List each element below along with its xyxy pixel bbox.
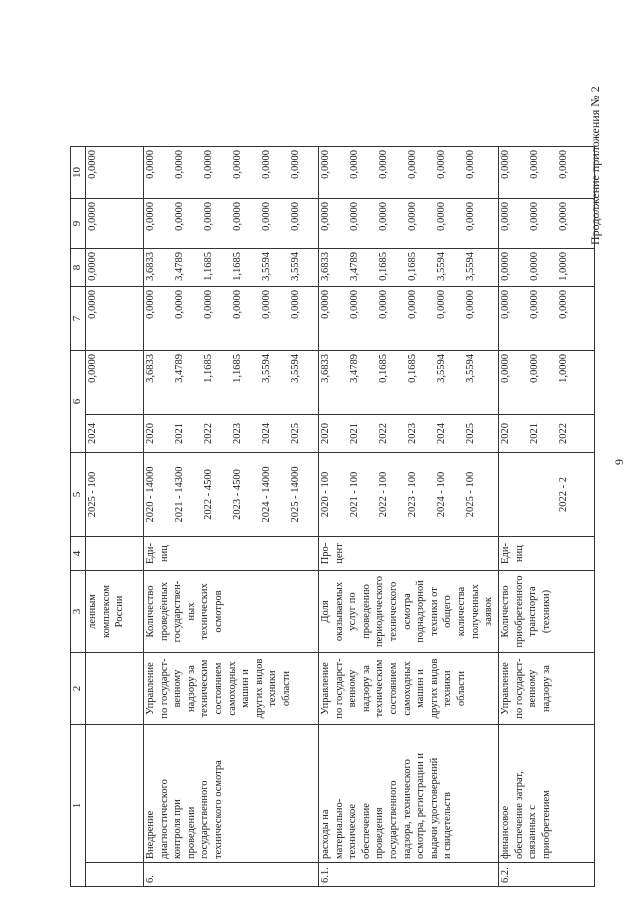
row6-value: 0,0000: [203, 150, 214, 179]
row6-value: 0,0000: [232, 290, 243, 319]
row62-value: 1,0000: [558, 252, 569, 281]
carry-year: 2024: [86, 415, 144, 453]
row62-value: 0,0000: [529, 354, 540, 383]
row6-value: 1,1685: [232, 252, 243, 281]
row6-value: 1,1685: [203, 252, 214, 281]
row61-target: 2023 - 100: [407, 471, 418, 518]
row61-value: 0,0000: [320, 202, 331, 231]
row61-value: 0,0000: [378, 202, 389, 231]
program-table: [70, 146, 595, 887]
row6-value: 3,6833: [145, 354, 156, 383]
header-cell-1: 1: [71, 725, 86, 887]
header-cell-5: 5: [71, 453, 86, 537]
continuation-label: Продолжение приложения № 2: [588, 86, 602, 245]
row6-col10: [144, 147, 319, 199]
row6-years: [144, 415, 319, 453]
row6-target: 2020 - 14000: [145, 466, 156, 523]
row61-target: 2025 - 100: [465, 471, 476, 518]
row61-value: 0,0000: [349, 150, 360, 179]
row6-value: 1,1685: [203, 354, 214, 383]
row6-value: 0,0000: [145, 290, 156, 319]
row6-value: 3,6833: [145, 252, 156, 281]
row61-value: 3,4789: [349, 252, 360, 281]
row62-value: 0,0000: [529, 252, 540, 281]
header-cell-7: 7: [71, 287, 86, 351]
row61-year: 2021: [349, 423, 360, 444]
row62-year: 2020: [500, 423, 511, 444]
row6-col6: [144, 351, 319, 415]
row6-target: 2023 - 4500: [232, 469, 243, 520]
row62-col10: [499, 147, 595, 199]
row61-col8: [319, 249, 499, 287]
row61-year: 2025: [465, 423, 476, 444]
row61-value: 3,6833: [320, 252, 331, 281]
row61-value: 3,5594: [436, 354, 447, 383]
row6-value: 3,5594: [261, 354, 272, 383]
row6-year: 2020: [145, 423, 156, 444]
row62-unit: Еди- ниц: [499, 537, 595, 571]
row61-year: 2022: [378, 423, 389, 444]
row6-value: 0,0000: [203, 290, 214, 319]
row6-value: 0,0000: [174, 290, 185, 319]
row6-value: 3,5594: [290, 354, 301, 383]
row62-years: [499, 415, 595, 453]
row6-year: 2021: [174, 423, 185, 444]
row62-year: 2021: [529, 423, 540, 444]
row61-col6: [319, 351, 499, 415]
row61-value: 0,0000: [436, 150, 447, 179]
row61-value: 0,0000: [378, 290, 389, 319]
row6-value: 0,0000: [290, 150, 301, 179]
row62-responsible: Управление по государст- венному надзору за: [499, 653, 595, 725]
row61-col7: [319, 287, 499, 351]
header-cell-6: 6: [71, 351, 86, 453]
row61-col9: [319, 199, 499, 249]
row61-target: 2022 - 100: [378, 471, 389, 518]
row61-value: 0,0000: [407, 150, 418, 179]
row61-value: 3,5594: [436, 252, 447, 281]
carry-indicator: ленным комплексом России: [86, 571, 144, 653]
row61-target: 2021 - 100: [349, 471, 360, 518]
row62-value: 0,0000: [558, 290, 569, 319]
row61-value: 0,1685: [378, 252, 389, 281]
table-row-carry: [86, 147, 144, 887]
row6-value: 0,0000: [145, 150, 156, 179]
row6-year: 2023: [232, 423, 243, 444]
carry-col8: 0,0000: [86, 249, 144, 287]
row6-value: 0,0000: [232, 150, 243, 179]
row61-col10: [319, 147, 499, 199]
row61-value: 0,0000: [349, 290, 360, 319]
row6-col9: [144, 199, 319, 249]
row62-value: 0,0000: [500, 150, 511, 179]
row62-value: 0,0000: [529, 202, 540, 231]
header-cell-9: 9: [71, 199, 86, 249]
row6-col8: [144, 249, 319, 287]
header-cell-4: 4: [71, 537, 86, 571]
row6-year: 2024: [261, 423, 272, 444]
row6-unit: Еди- ниц: [144, 537, 319, 571]
row61-value: 0,0000: [465, 290, 476, 319]
carry-col7: 0,0000: [86, 287, 144, 351]
row6-indicator: Количество проведённых государствен- ных технических осмотров: [144, 571, 319, 653]
row6-number: 6.: [144, 863, 319, 887]
table-row-6: [144, 147, 319, 887]
row6-value: 3,5594: [261, 252, 272, 281]
row62-value: 0,0000: [558, 150, 569, 179]
row6-value: 0,0000: [145, 202, 156, 231]
row61-year: 2020: [320, 423, 331, 444]
row6-value: 3,4789: [174, 354, 185, 383]
row6-target: 2022 - 4500: [203, 469, 214, 520]
row61-value: 3,6833: [320, 354, 331, 383]
table-row-6-1: [319, 147, 499, 887]
header-cell-3: 3: [71, 571, 86, 653]
row61-target: 2020 - 100: [320, 471, 331, 518]
row6-value: 0,0000: [290, 202, 301, 231]
row61-value: 0,0000: [320, 150, 331, 179]
row62-col8: [499, 249, 595, 287]
header-row: [71, 147, 86, 887]
row61-responsible: Управление по государст- венному надзору за техническим состоянием самоходных машин и других видов техники области: [319, 653, 499, 725]
row62-value: 0,0000: [529, 150, 540, 179]
carry-total: 0,0000: [86, 351, 144, 415]
row6-value: 0,0000: [232, 202, 243, 231]
row6-responsible: Управление по государст- венному надзору за техническим состоянием самоходных машин и других видов техники области: [144, 653, 319, 725]
row6-value: 0,0000: [261, 202, 272, 231]
row61-target: 2024 - 100: [436, 471, 447, 518]
row61-value: 0,1685: [407, 354, 418, 383]
row61-value: 0,0000: [407, 202, 418, 231]
row6-value: 0,0000: [174, 202, 185, 231]
row61-value: 0,0000: [349, 202, 360, 231]
row62-col7: [499, 287, 595, 351]
row62-value: 0,0000: [500, 354, 511, 383]
row62-col9: [499, 199, 595, 249]
row61-value: 0,0000: [436, 202, 447, 231]
row62-indicator: Количество приобретенного транспорта (техники): [499, 571, 595, 653]
row6-value: 0,0000: [261, 150, 272, 179]
row6-value: 0,0000: [261, 290, 272, 319]
row61-value: 3,5594: [465, 252, 476, 281]
row61-years: [319, 415, 499, 453]
row6-title: Внедрение диагностического контроля при проведении государственного технического осмотра: [144, 725, 319, 863]
row62-value: 0,0000: [500, 202, 511, 231]
row61-value: 0,0000: [465, 150, 476, 179]
row61-value: 0,0000: [436, 290, 447, 319]
row61-value: 3,5594: [465, 354, 476, 383]
row6-year: 2025: [290, 423, 301, 444]
row61-number: 6.1.: [319, 863, 499, 887]
table-row-6-2: [499, 147, 595, 887]
row6-value: 0,0000: [174, 150, 185, 179]
row61-value: 0,0000: [378, 150, 389, 179]
row61-unit: Про- цент: [319, 537, 499, 571]
row62-value: 0,0000: [500, 290, 511, 319]
header-cell-8: 8: [71, 249, 86, 287]
row62-col6: [499, 351, 595, 415]
row61-indicator: Доля оказываемых услуг по проведению периодического технического осмотра поднадзорной техники от общего количества полученных заявок: [319, 571, 499, 653]
page-number: 9: [612, 459, 626, 465]
row61-year: 2023: [407, 423, 418, 444]
row61-value: 0,0000: [320, 290, 331, 319]
row6-value: 0,0000: [203, 202, 214, 231]
row6-year: 2022: [203, 423, 214, 444]
row6-target: 2025 - 14000: [290, 466, 301, 523]
row62-value: 1,0000: [558, 354, 569, 383]
row6-value: 3,4789: [174, 252, 185, 281]
row6-value: 0,0000: [290, 290, 301, 319]
row62-value: 0,0000: [500, 252, 511, 281]
row61-value: 0,1685: [378, 354, 389, 383]
row6-col7: [144, 287, 319, 351]
row62-value: 0,0000: [529, 290, 540, 319]
row61-value: 3,4789: [349, 354, 360, 383]
row6-value: 3,5594: [290, 252, 301, 281]
row61-value: 0,0000: [465, 202, 476, 231]
row62-title: финансовое обеспечение затрат, связанных с приобретением: [499, 725, 595, 863]
row61-value: 0,0000: [407, 290, 418, 319]
row62-targets: [499, 453, 595, 537]
row62-number: 6.2.: [499, 863, 595, 887]
header-cell-10: 10: [71, 147, 86, 199]
row61-year: 2024: [436, 423, 447, 444]
carry-target: 2025 - 100: [86, 453, 144, 537]
row62-year: 2022: [558, 423, 569, 444]
row62-target: 2022 - 2: [558, 477, 569, 512]
row6-value: 1,1685: [232, 354, 243, 383]
row6-target: 2024 - 14000: [261, 466, 272, 523]
row61-title: расходы на материально- техническое обеспечение проведения государственного надзора, технического осмотра, регистрации и выдачи удостоверений и свидетельств: [319, 725, 499, 863]
row61-value: 0,1685: [407, 252, 418, 281]
row62-value: 0,0000: [558, 202, 569, 231]
row61-targets: [319, 453, 499, 537]
carry-col9: 0,0000: [86, 199, 144, 249]
carry-col10: 0,0000: [86, 147, 144, 199]
row6-targets: [144, 453, 319, 537]
row6-target: 2021 - 14300: [174, 466, 185, 523]
header-cell-2: 2: [71, 653, 86, 725]
